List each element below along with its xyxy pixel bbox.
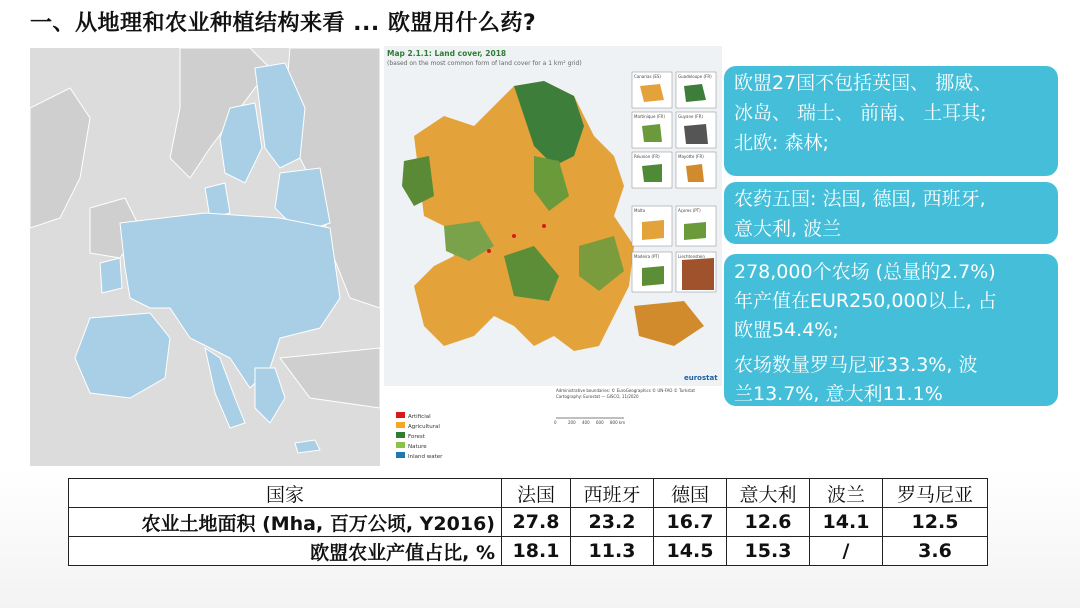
table-header-cell: 国家 [69,479,502,508]
table-cell: 16.7 [654,508,727,537]
table-cell: 27.8 [502,508,571,537]
table-header-cell: 法国 [502,479,571,508]
inset-label: Madeira (PT) [634,254,660,259]
country-data-table [68,478,988,566]
callout-line: 兰13.7%, 意大利11.1% [734,383,943,405]
scale-label: 800 km [610,420,626,425]
legend-swatch [396,422,405,428]
inset-label: Réunion (FR) [634,154,660,159]
table-cell: 12.5 [883,508,988,537]
table-cell: 12.6 [727,508,810,537]
inset-label: Mayotte (FR) [678,154,704,159]
legend-label: Nature [408,444,427,450]
land-cover-map [384,46,722,466]
legend-swatch [396,432,405,438]
legend-label: Agricultural [408,424,440,430]
inset-label: Canarias (ES) [634,74,661,79]
table-cell: 14.1 [810,508,883,537]
land-map-title: Map 2.1.1: Land cover, 2018 [387,49,507,58]
callout-line: 北欧: 森林; [734,132,829,154]
inset-label: Guyane (FR) [678,114,703,119]
table-cell: 18.1 [502,537,571,566]
inset-label: Guadeloupe (FR) [678,74,712,79]
legend-swatch [396,412,405,418]
callout-line: 年产值在EUR250,000以上, 占 [734,290,997,312]
table-cell: 3.6 [883,537,988,566]
table-cell: 15.3 [727,537,810,566]
inset-label: Liechtenstein [678,254,705,259]
table-row [69,537,988,566]
table-cell: 23.2 [571,508,654,537]
scale-label: 600 [596,420,604,425]
table-cell: 14.5 [654,537,727,566]
table-row [69,508,988,537]
land-map-subtitle: (based on the most common form of land cover for a 1 km² grid) [387,60,582,67]
callout-line: 农药五国: 法国, 德国, 西班牙, [734,188,986,210]
scale-label: 0 [554,420,557,425]
table-header-cell: 波兰 [810,479,883,508]
table-cell: / [810,537,883,566]
eurostat-logo: eurostat [684,374,718,382]
table-cell: 11.3 [571,537,654,566]
callout-line: 冰岛、 瑞士、 前南、 土耳其; [734,102,987,124]
callout-farm-stats [724,254,1058,406]
callout-pesticide-countries [724,182,1058,244]
table-header-cell: 西班牙 [571,479,654,508]
legend-swatch [396,452,405,458]
slide-title: 一、从地理和农业种植结构来看 ... 欧盟用什么药? [30,11,537,36]
credit-line: Administrative boundaries: © EuroGeographics © UN-FAO © Turkstat [556,388,696,393]
legend-swatch [396,442,405,448]
scale-label: 400 [582,420,590,425]
table-row-label: 欧盟农业产值占比, % [69,537,502,566]
legend-label: Forest [408,434,425,440]
legend-label: Inland water [408,454,443,460]
eu-member-map [30,48,380,466]
callout-line: 意大利, 波兰 [734,218,842,240]
inset-label: Malta [634,208,646,213]
inset-label: Açores (PT) [678,208,701,213]
inset-label: Martinique (FR) [634,114,665,119]
table-header-cell: 罗马尼亚 [883,479,988,508]
callout-line: 欧盟27国不包括英国、 挪威、 [734,72,993,94]
legend-label: Artificial [408,414,431,420]
table-row-label: 农业土地面积 (Mha, 百万公顷, Y2016) [69,508,502,537]
callout-eu-scope [724,66,1058,176]
scale-label: 200 [568,420,576,425]
table-header-cell: 意大利 [727,479,810,508]
table-header-cell: 德国 [654,479,727,508]
table-header-row [69,479,988,508]
callout-line: 农场数量罗马尼亚33.3%, 波 [734,354,978,376]
callout-line: 欧盟54.4%; [734,319,839,341]
credit-line: Cartography: Eurostat — GISCO, 11/2020 [556,394,639,399]
callout-line: 278,000个农场 (总量的2.7%) [734,261,996,283]
